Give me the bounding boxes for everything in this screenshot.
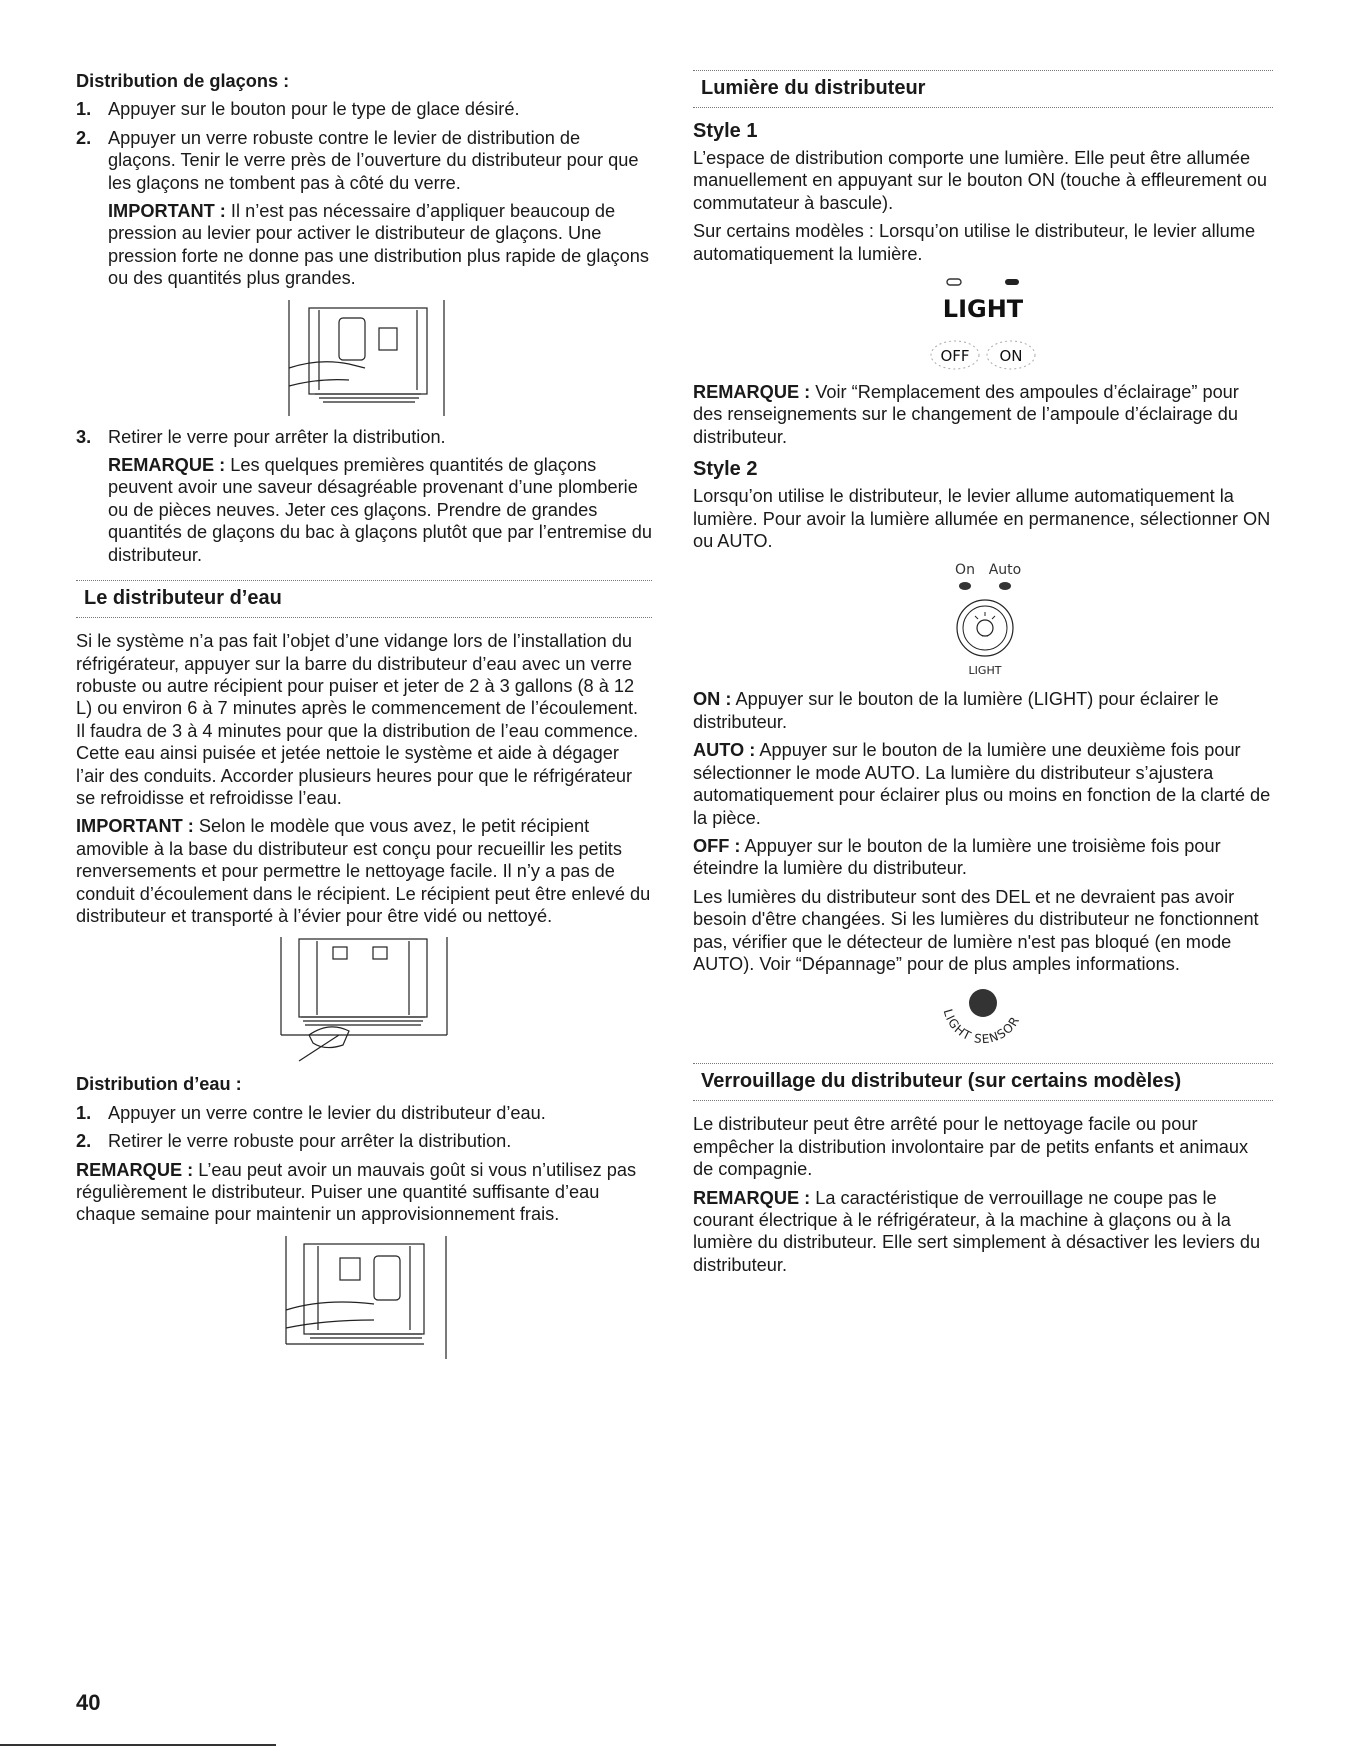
ice-important-note: IMPORTANT : Il n’est pas nécessaire d’appliquer beaucoup de pression au levier pour activer le distributeur de glaçons. Une pression forte ne donne pas une distribution plus rapide de glaçons ou des quantités plus grandes. xyxy=(108,201,649,289)
water-dispenser-section-header xyxy=(76,580,652,618)
style-2-paragraph: Lorsqu’on utilise le distributeur, le levier allume automatiquement la lumière. Pour avoir la lumière allumée en permanence, sélectionner ON ou AUTO. xyxy=(693,486,1271,552)
style-1-paragraph-2: Sur certains modèles : Lorsqu’on utilise le distributeur, le levier allume automatiquement la lumière. xyxy=(693,221,1256,264)
water-important-note: IMPORTANT : Selon le modèle que vous avez, le petit récipient amovible à la base du distributeur est conçu pour recueillir les petits renversements et pour permettre le nettoyage facile. Il n’y a pas de conduit d’écoulement dans le récipient. Le récipient peut être enlevé du distributeur et transporté à l’évier pour être vidé ou nettoyé. xyxy=(76,816,651,926)
light-control-panel-style-1 xyxy=(903,273,1063,373)
on-led-indicator xyxy=(959,582,971,590)
light-button xyxy=(957,600,1013,656)
right-column xyxy=(693,70,1273,1282)
ice-dispensing-heading: Distribution de glaçons : xyxy=(76,71,290,91)
auto-mode-description: AUTO : Appuyer sur le bouton de la lumière une deuxième fois pour sélectionner le mode AUTO. La lumière du distributeur s’ajustera automatiquement pour éclairer plus ou moins en fonction de la clarté de la pièce. xyxy=(693,740,1271,828)
on-mode-label: On xyxy=(955,562,975,579)
auto-mode-label: Auto xyxy=(988,562,1022,579)
style-1-title: Style 1 xyxy=(693,120,758,142)
light-control-panel-style-2 xyxy=(913,560,1053,680)
on-label: ON xyxy=(999,347,1023,366)
water-dispensing-heading: Distribution d’eau : xyxy=(76,1074,242,1095)
light-sensor-label: LIGHT SENSOR xyxy=(940,1007,1023,1047)
style-1-paragraph-1: L’espace de distribution comporte une lumière. Elle peut être allumée manuellement en appuyant sur le bouton ON (touche à effleurement ou commutateur à bascule). xyxy=(693,148,1267,213)
water-step-1: 1. Appuyer un verre contre le levier du distributeur d’eau. xyxy=(76,1102,546,1123)
auto-led-indicator xyxy=(999,582,1011,590)
bottom-rule xyxy=(0,1744,276,1746)
ice-step-3: 3. Retirer le verre pour arrêter la distribution. xyxy=(76,426,446,447)
lock-section-header xyxy=(693,1063,1273,1101)
water-dispenser-section-title: Le distributeur d’eau xyxy=(84,587,282,610)
led-on-indicator xyxy=(1005,279,1019,285)
lock-paragraph: Le distributeur peut être arrêté pour le nettoyage facile ou pour empêcher la distribution involontaire par de petits enfants et animaux de compagnie. xyxy=(693,1114,1249,1180)
ice-dispenser-illustration xyxy=(279,298,449,418)
style-2-title: Style 2 xyxy=(693,458,758,481)
lock-section-title: Verrouillage du distributeur (sur certains modèles) xyxy=(701,1070,1182,1093)
light-button-label: LIGHT xyxy=(968,664,1002,678)
light-section-header xyxy=(693,70,1273,108)
ice-step-2: 2. Appuyer un verre robuste contre le levier de distribution de glaçons. Tenir le verre près de l’ouverture du distributeur pour que les glaçons ne tombent pas à côté du verre. xyxy=(76,127,639,193)
style-1-remark: REMARQUE : Voir “Remplacement des ampoules d’éclairage” pour des renseignements sur le changement de l’ampoule d’éclairage du distributeur. xyxy=(693,382,1239,447)
lock-remark: REMARQUE : La caractéristique de verrouillage ne coupe pas le courant électrique à le réfrigérateur, à la machine à glaçons ou à la lumière du distributeur. Elle sert simplement à désactiver les leviers du distributeur. xyxy=(693,1187,1261,1275)
water-dispenser-illustration xyxy=(274,1234,454,1359)
drip-tray-illustration xyxy=(269,935,459,1065)
light-sensor-icon xyxy=(969,989,997,1017)
water-step-2: 2. Retirer le verre robuste pour arrêter la distribution. xyxy=(76,1131,512,1152)
panel-light-label: LIGHT xyxy=(942,295,1024,324)
off-mode-description: OFF : Appuyer sur le bouton de la lumière une troisième fois pour éteindre la lumière du distributeur. xyxy=(693,835,1221,879)
light-sensor-illustration xyxy=(923,983,1043,1049)
bulb-icon xyxy=(977,620,993,636)
water-intro-paragraph: Si le système n’a pas fait l’objet d’une vidange lors de l’installation du réfrigérateur, appuyer sur la barre du distributeur d’eau avec un verre robuste ou autre récipient pour puiser et jeter de 2 à 3 gallons (8 à 12 L) ou environ 6 à 7 minutes après le commencement de l’écoulement. Il faudra de 3 à 4 minutes pour que la distribution de l’eau commence. Cette eau ainsi puisée et jetée nettoie le système et aide à dégager l’air des conduits. Accorder plusieurs heures pour que le réfrigérateur se refroidisse et refroidisse l’eau. xyxy=(76,631,639,808)
water-remark-note: REMARQUE : L’eau peut avoir un mauvais goût si vous n’utilisez pas régulièrement le distributeur. Puiser une quantité suffisante d’eau chaque semaine pour maintenir un approvisionnement frais. xyxy=(76,1159,637,1225)
page-number: 40 xyxy=(76,1690,101,1715)
led-paragraph: Les lumières du distributeur sont des DEL et ne devraient pas avoir besoin d'être changées. Si les lumières du distributeur ne fonctionnent pas, vérifier que le détecteur de lumière n'est pas bloqué (en mode AUTO). Voir “Dépannage” pour de plus amples informations. xyxy=(693,886,1259,974)
ice-remark-note: REMARQUE : Les quelques premières quantités de glaçons peuvent avoir une saveur désagréable provenant d’une plomberie ou de pièces neuves. Jeter ces glaçons. Prendre de grandes quantités de glaçons du bac à glaçons plutôt que par l’entremise du distributeur. xyxy=(108,455,652,565)
on-mode-description: ON : Appuyer sur le bouton de la lumière (LIGHT) pour éclairer le distributeur. xyxy=(693,689,1219,732)
ice-step-1: 1. Appuyer sur le bouton pour le type de glace désiré. xyxy=(76,99,520,120)
left-column xyxy=(76,70,652,1367)
led-off-indicator xyxy=(947,279,961,285)
light-section-title: Lumière du distributeur xyxy=(701,77,926,99)
off-label: OFF xyxy=(940,347,970,366)
